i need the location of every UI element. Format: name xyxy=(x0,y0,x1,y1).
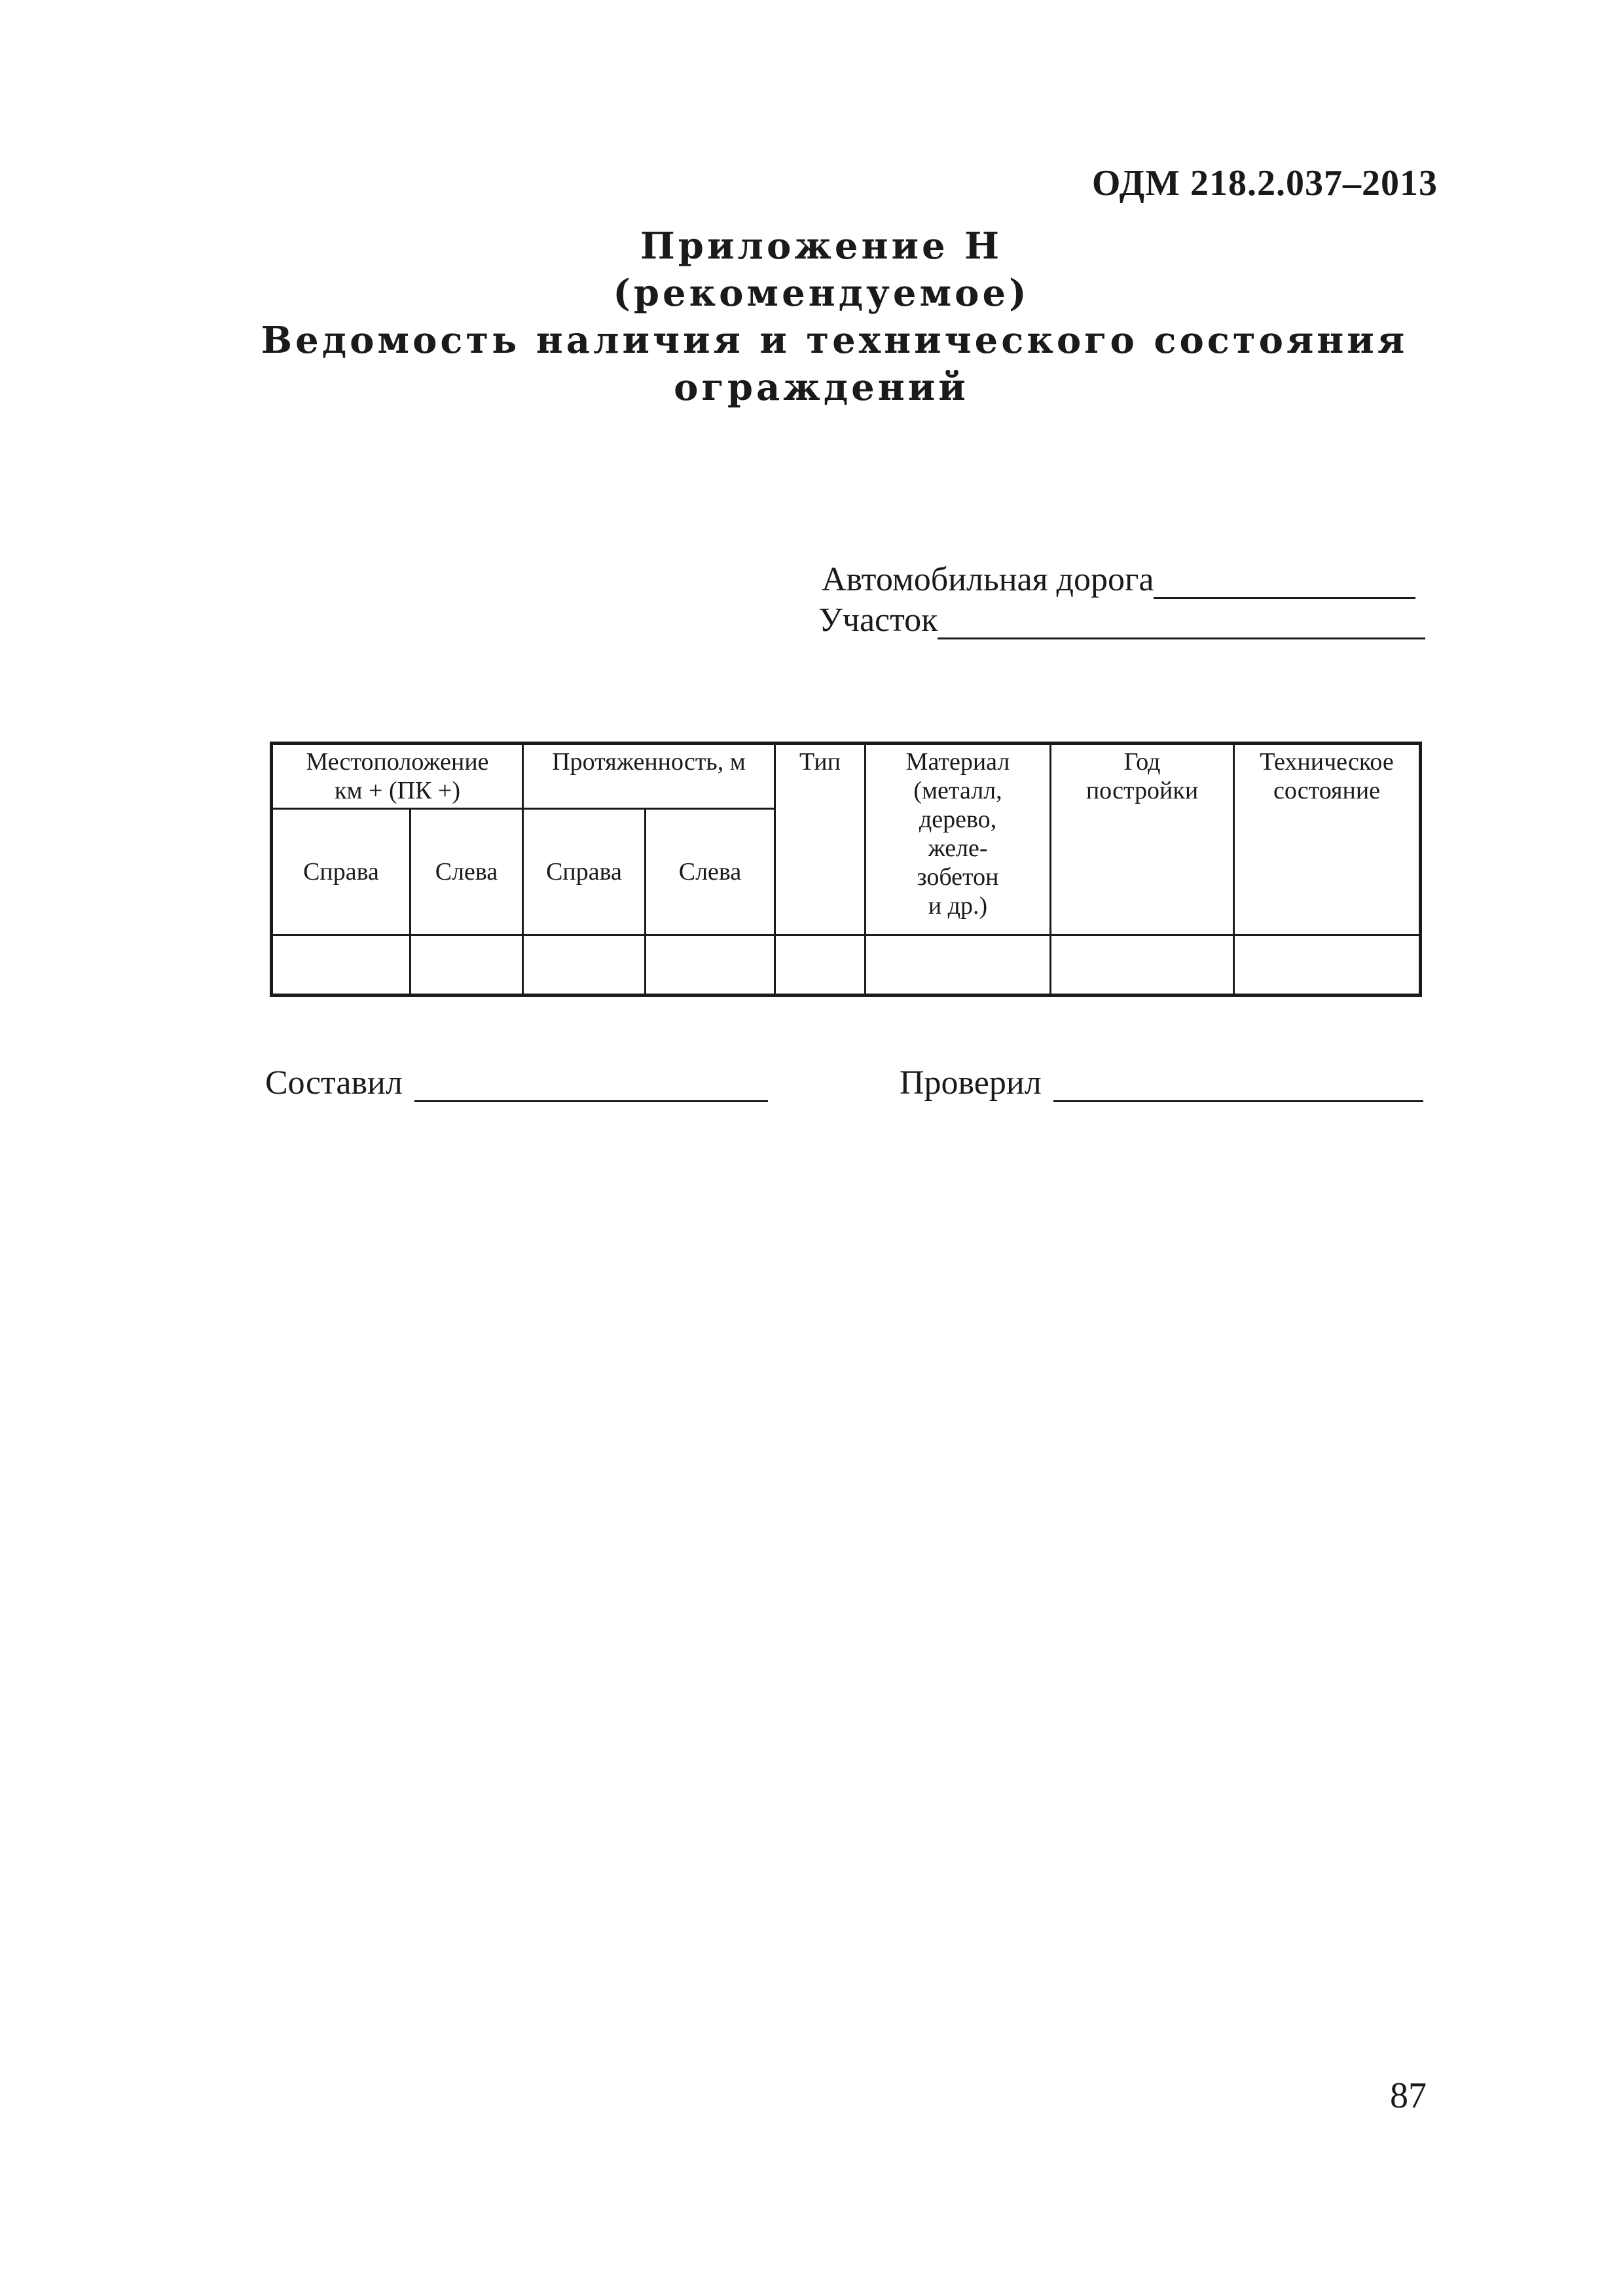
table-cell xyxy=(523,935,646,996)
table-row xyxy=(272,935,1421,996)
road-label: Автомобильная дорога xyxy=(822,561,1154,598)
table-cell xyxy=(646,935,775,996)
compiled-by-field xyxy=(265,1064,768,1102)
header-length: Протяженность, м xyxy=(523,744,775,809)
header-condition: Техническое состояние xyxy=(1234,744,1421,935)
road-field xyxy=(822,560,1415,599)
statement-title-line1: Ведомость наличия и технического состояния xyxy=(261,319,1408,362)
appendix-status: (рекомендуемое) xyxy=(613,272,1030,315)
appendix-title: Приложение Н xyxy=(640,224,1003,268)
header-material: Материал (металл, дерево, желе- зобетон и др.) xyxy=(866,744,1051,935)
page-number: 87 xyxy=(1390,2075,1427,2116)
header-location-right: Справа xyxy=(272,809,410,935)
section-blank xyxy=(938,606,1425,639)
barrier-registry-table xyxy=(270,742,1422,997)
header-year: Год постройки xyxy=(1051,744,1234,935)
page-title xyxy=(0,223,1623,411)
section-label: Участок xyxy=(818,601,938,639)
checked-by-field xyxy=(900,1064,1423,1102)
compiled-label: Составил xyxy=(265,1064,403,1102)
header-location: Местоположение км + (ПК +) xyxy=(272,744,523,809)
header-length-right: Справа xyxy=(523,809,646,935)
header-length-left: Слева xyxy=(646,809,775,935)
compiled-blank xyxy=(414,1069,768,1102)
table-cell xyxy=(272,935,410,996)
header-location-left: Слева xyxy=(410,809,523,935)
statement-title-line2: ограждений xyxy=(674,366,969,409)
checked-blank xyxy=(1053,1069,1423,1102)
table-cell xyxy=(410,935,523,996)
road-blank xyxy=(1154,565,1415,599)
table-cell xyxy=(775,935,866,996)
table-cell xyxy=(866,935,1051,996)
document-code: ОДМ 218.2.037–2013 xyxy=(1091,163,1438,204)
table-cell xyxy=(1234,935,1421,996)
section-field xyxy=(818,601,1425,639)
header-type: Тип xyxy=(775,744,866,935)
table-cell xyxy=(1051,935,1234,996)
checked-label: Проверил xyxy=(900,1064,1042,1102)
